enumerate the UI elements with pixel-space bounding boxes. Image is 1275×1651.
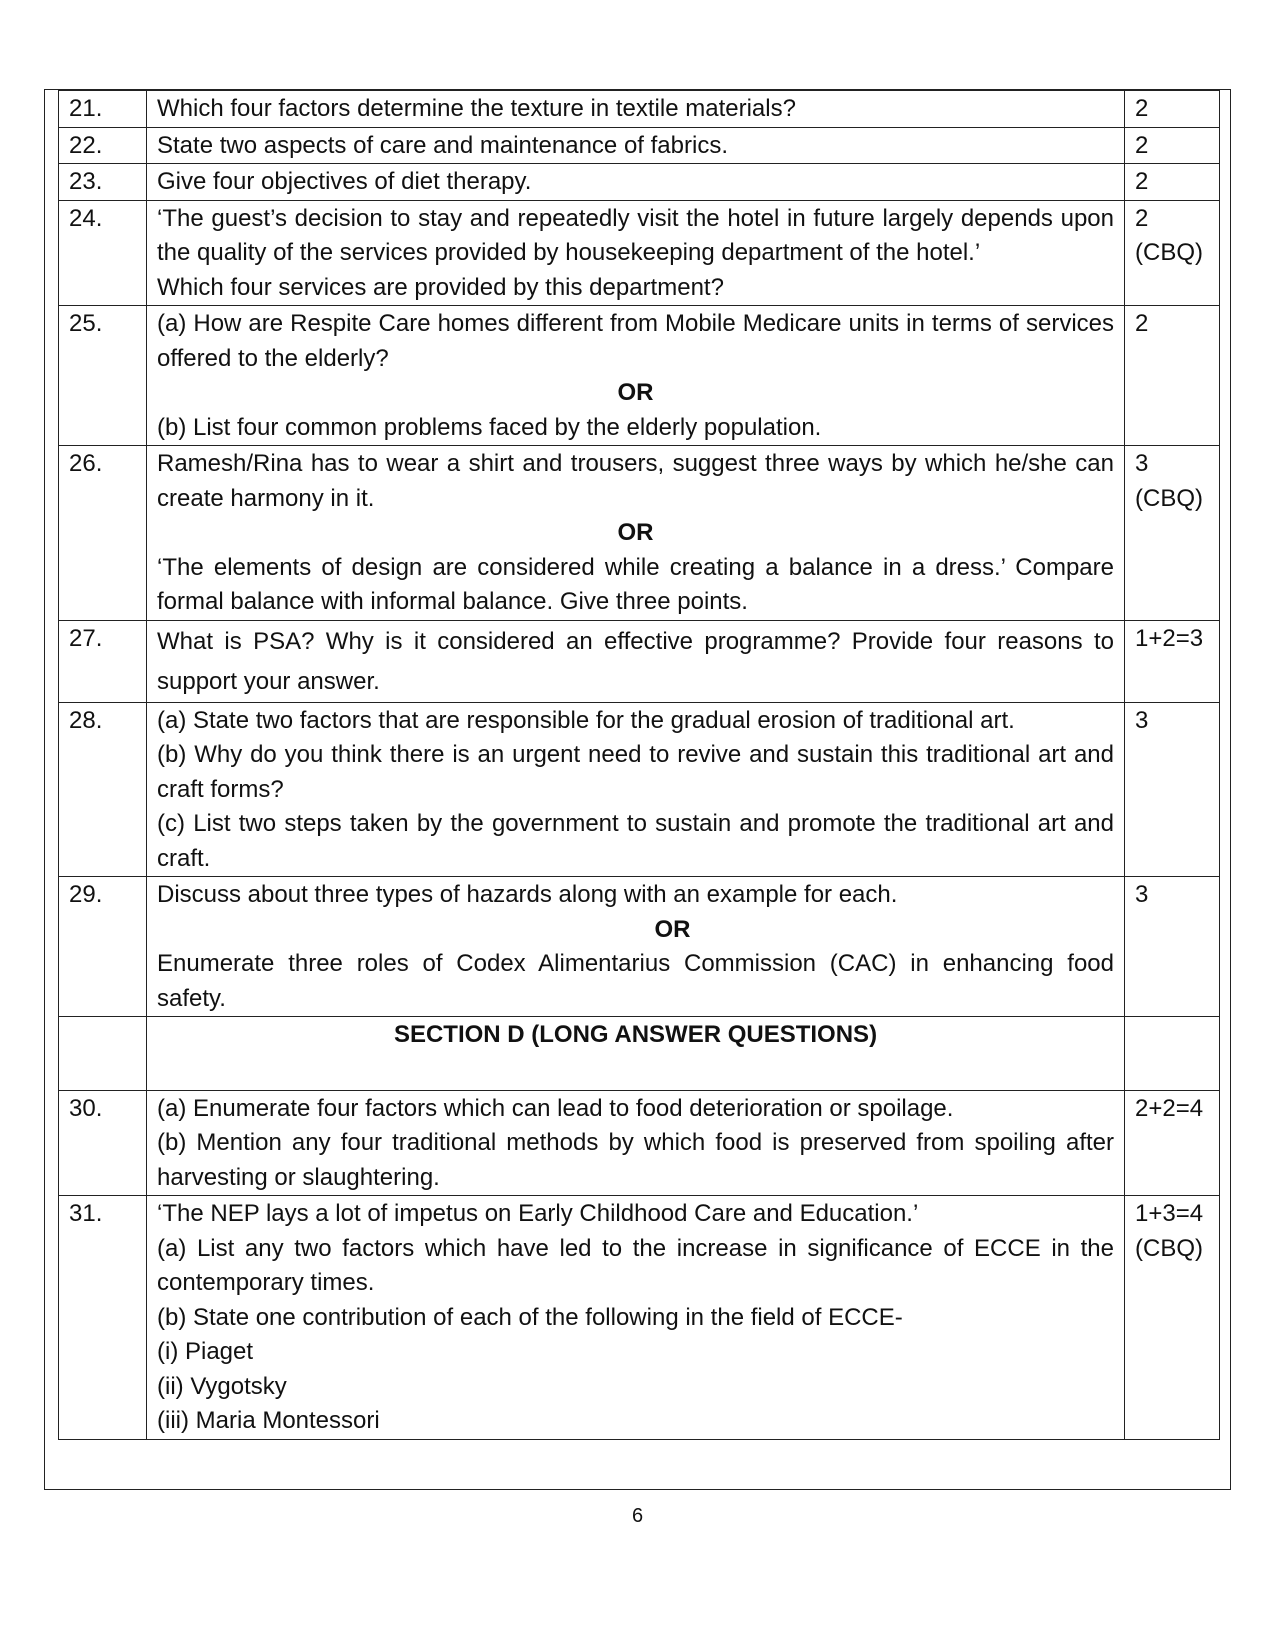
question-text [147, 91, 1125, 128]
marks-value: 1+2=3 [1135, 624, 1204, 652]
question-number: 28. [59, 702, 147, 877]
question-number: 23. [59, 164, 147, 201]
marks-value: 3 [1135, 450, 1149, 477]
table-row [59, 1090, 1220, 1196]
marks-value: 2 [1135, 168, 1149, 195]
question-line: Give four objectives of diet therapy. [157, 168, 532, 195]
or-divider: OR [654, 915, 691, 943]
question-marks [1125, 306, 1220, 446]
question-part-b: (b) List four common problems faced by the elderly population. [157, 413, 822, 441]
question-number: 26. [59, 446, 147, 621]
table-row [59, 446, 1220, 621]
marks-value: 3 [1135, 881, 1149, 908]
question-text [147, 620, 1125, 702]
table-row [59, 1196, 1220, 1440]
marks-value: 2 [1135, 310, 1149, 337]
question-part-a: (a) How are Respite Care homes different from Mobile Medicare units in terms of services offered to the elderly? [157, 310, 1114, 372]
table-row [59, 877, 1220, 1017]
section-marks-cell [1125, 1017, 1220, 1091]
list-item: (i) Piaget [157, 1338, 254, 1365]
table-row [59, 200, 1220, 306]
question-marks [1125, 164, 1220, 201]
marks-value: 2 [1135, 204, 1149, 232]
marks-type: (CBQ) [1135, 1234, 1203, 1262]
question-marks [1125, 1196, 1220, 1440]
question-option-2: ‘The elements of design are considered while creating a balance in a dress.’ Compare formal balance with informal balance. Give three points. [157, 553, 1114, 615]
table-row [59, 306, 1220, 446]
question-text [147, 200, 1125, 306]
question-table [58, 90, 1220, 1440]
section-heading: SECTION D (LONG ANSWER QUESTIONS) [393, 1021, 878, 1048]
question-marks [1125, 127, 1220, 164]
question-option-1: Ramesh/Rina has to wear a shirt and trousers, suggest three ways by which he/she can create harmony in it. [157, 450, 1114, 512]
question-number: 25. [59, 306, 147, 446]
question-part-b: (b) Why do you think there is an urgent need to revive and sustain this traditional art and craft forms? [157, 741, 1114, 803]
marks-value: 1+3=4 [1135, 1200, 1204, 1227]
question-marks [1125, 200, 1220, 306]
question-number: 21. [59, 91, 147, 128]
question-part-c: (c) List two steps taken by the government to sustain and promote the traditional art and craft. [157, 810, 1114, 872]
question-line: What is PSA? Why is it considered an effective programme? Provide four reasons to support your answer. [157, 627, 1114, 695]
question-option-1: Discuss about three types of hazards along with an example for each. [157, 881, 898, 908]
question-number: 30. [59, 1090, 147, 1196]
question-text [147, 702, 1125, 877]
question-number: 29. [59, 877, 147, 1017]
question-quote: ‘The guest’s decision to stay and repeatedly visit the hotel in future largely depends upon the quality of the services provided by housekeeping department of the hotel.’ [157, 204, 1114, 266]
question-line: Which four services are provided by this department? [157, 273, 724, 301]
question-line: State two aspects of care and maintenance of fabrics. [157, 131, 728, 159]
question-text [147, 127, 1125, 164]
question-number: 22. [59, 127, 147, 164]
question-marks [1125, 877, 1220, 1017]
table-row [59, 164, 1220, 201]
section-row [59, 1017, 1220, 1091]
table-row [59, 702, 1220, 877]
marks-value: 2 [1135, 131, 1149, 159]
question-option-2: Enumerate three roles of Codex Alimentarius Commission (CAC) in enhancing food safety. [157, 950, 1114, 1012]
question-part-a: (a) State two factors that are responsible for the gradual erosion of traditional art. [157, 706, 1015, 734]
page-number: 6 [631, 1505, 644, 1527]
question-quote: ‘The NEP lays a lot of impetus on Early Childhood Care and Education.’ [157, 1200, 919, 1227]
or-divider: OR [617, 519, 654, 546]
question-text [147, 306, 1125, 446]
marks-type: (CBQ) [1135, 239, 1203, 266]
question-text [147, 446, 1125, 621]
list-item: (iii) Maria Montessori [157, 1407, 380, 1434]
marks-value: 2+2=4 [1135, 1094, 1204, 1122]
question-marks [1125, 91, 1220, 128]
question-number: 27. [59, 620, 147, 702]
question-marks [1125, 446, 1220, 621]
question-text [147, 1196, 1125, 1440]
section-num-cell [59, 1017, 147, 1091]
question-marks [1125, 702, 1220, 877]
question-text [147, 164, 1125, 201]
question-part-a: (a) Enumerate four factors which can lead to food deterioration or spoilage. [157, 1094, 954, 1122]
question-marks [1125, 1090, 1220, 1196]
question-text [147, 1090, 1125, 1196]
table-row [59, 620, 1220, 702]
list-item: (ii) Vygotsky [157, 1372, 287, 1400]
question-line: Which four factors determine the texture in textile materials? [157, 95, 796, 122]
table-row [59, 91, 1220, 128]
marks-type: (CBQ) [1135, 484, 1203, 512]
table-row [59, 127, 1220, 164]
question-number: 31. [59, 1196, 147, 1440]
question-part-b: (b) State one contribution of each of the following in the field of ECCE- [157, 1303, 903, 1331]
question-part-b: (b) Mention any four traditional methods by which food is preserved from spoiling after harvesting or slaughtering. [157, 1129, 1114, 1191]
question-marks [1125, 620, 1220, 702]
or-divider: OR [617, 379, 654, 406]
question-number: 24. [59, 200, 147, 306]
question-part-a: (a) List any two factors which have led to the increase in significance of ECCE in the contemporary times. [157, 1234, 1114, 1296]
question-text [147, 877, 1125, 1017]
marks-value: 3 [1135, 706, 1149, 734]
marks-value: 2 [1135, 95, 1149, 122]
section-heading-cell [147, 1017, 1125, 1091]
